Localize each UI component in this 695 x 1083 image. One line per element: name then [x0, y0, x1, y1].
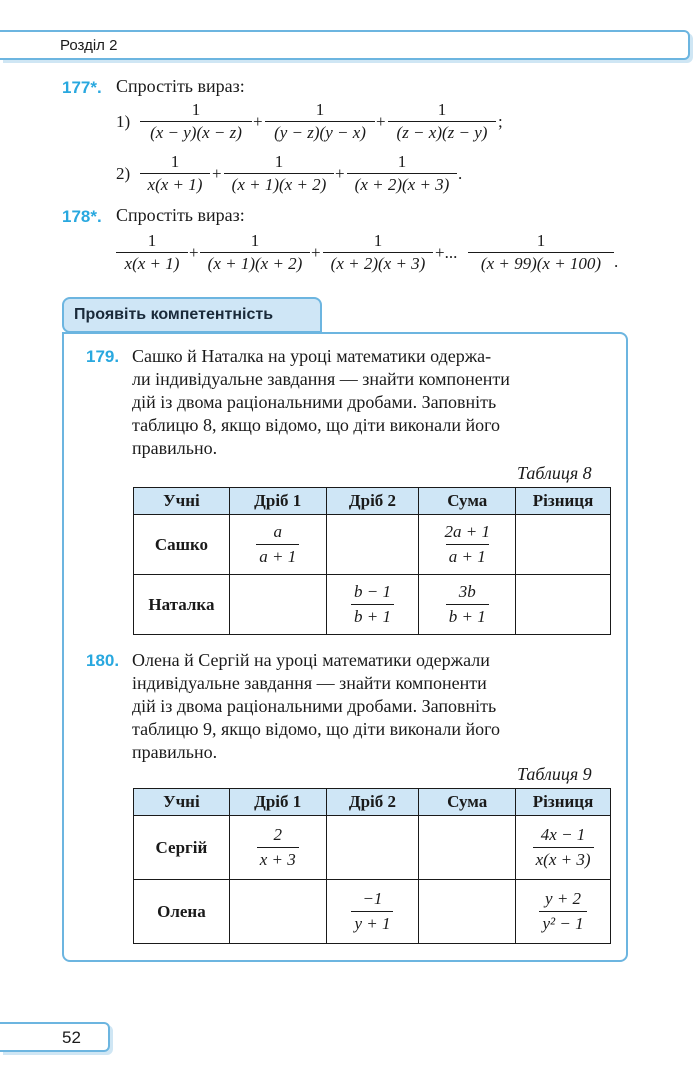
table-header: Дріб 1 — [229, 789, 326, 816]
competence-tab — [62, 297, 322, 333]
ex178-fraction: $\frac{1}{(x + 2)(x + 3)}$ — [323, 230, 433, 275]
cell-fraction-2: $\frac{b - 1}{b + 1}$ — [326, 575, 419, 635]
table-row — [134, 880, 611, 944]
ex177-item1-label: 1) — [116, 112, 131, 131]
ex178-fraction: $\frac{1}{(x + 1)(x + 2)}$ — [200, 230, 310, 275]
table-8 — [133, 487, 611, 635]
ex177-item1-fraction: $\frac{1}{(y - z)(y - x)}$ — [265, 99, 375, 144]
table-row — [134, 816, 611, 880]
table-row — [134, 575, 611, 635]
table-header: Різниця — [516, 488, 611, 515]
cell-fraction-2 — [326, 515, 419, 575]
cell-sum: $\frac{2a + 1}{a + 1}$ — [419, 515, 516, 575]
cell-difference: $\frac{4x - 1}{x(x + 3)}$ — [516, 816, 611, 880]
ex177-item1-fraction: $\frac{1}{(x - y)(x - z)}$ — [140, 99, 252, 144]
cell-fraction-1: $\frac{2}{x + 3}$ — [229, 816, 326, 880]
table-9-caption: Таблиця 9 — [517, 764, 592, 784]
exercise-179-text: Сашко й Наталка на уроці математики одержа- ли індивідуальне завдання — знайти компоненти дій із двома раціональними дробами. Заповніть таблицю 8, якщо відомо, що діти виконали його правильно. — [132, 346, 510, 458]
student-name: Сергій — [134, 816, 230, 880]
table-header: Дріб 2 — [326, 488, 419, 515]
cell-sum: $\frac{3b}{b + 1}$ — [419, 575, 516, 635]
table-header: Дріб 1 — [229, 488, 326, 515]
ex178-fraction: $\frac{1}{(x + 99)(x + 100)}$ — [468, 230, 614, 275]
ex177-item1-fraction: $\frac{1}{(z - x)(z - y)}$ — [388, 99, 496, 144]
exercise-180-number: 180. — [86, 651, 120, 670]
exercise-178-prompt: Спростіть вираз: — [116, 205, 245, 225]
cell-fraction-1: $\frac{a}{a + 1}$ — [229, 515, 326, 575]
page-number-box — [0, 1022, 110, 1052]
cell-sum — [419, 816, 516, 880]
table-header: Сума — [419, 789, 516, 816]
exercise-177-number: 177*. — [62, 78, 102, 97]
table-header: Учні — [134, 789, 230, 816]
ex177-item2-label: 2) — [116, 164, 131, 183]
cell-difference — [516, 515, 611, 575]
table-header: Сума — [419, 488, 516, 515]
ex177-item2-fraction: $\frac{1}{x(x + 1)}$ — [140, 151, 210, 196]
table-9 — [133, 788, 611, 944]
ex177-item2-fraction: $\frac{1}{(x + 1)(x + 2)}$ — [224, 151, 334, 196]
cell-fraction-1 — [229, 575, 326, 635]
student-name: Олена — [134, 880, 230, 944]
cell-sum — [419, 880, 516, 944]
student-name: Наталка — [134, 575, 230, 635]
exercise-180-text: Олена й Сергій на уроці математики одержали індивідуальне завдання — знайти компоненти дій із двома раціональними дробами. Заповніть таблицю 9, якщо відомо, що діти виконали його правильно. — [132, 650, 501, 762]
competence-title: Проявіть компетентність — [74, 306, 274, 323]
cell-fraction-2: $\frac{-1}{y + 1}$ — [326, 880, 419, 944]
ex177-item2-fraction: $\frac{1}{(x + 2)(x + 3)}$ — [347, 151, 457, 196]
page-number: 52 — [62, 1028, 81, 1047]
table-row — [134, 515, 611, 575]
table-header: Дріб 2 — [326, 789, 419, 816]
chapter-title: Розділ 2 — [60, 37, 118, 54]
table-8-caption: Таблиця 8 — [517, 463, 592, 483]
student-name: Сашко — [134, 515, 230, 575]
exercise-177-prompt: Спростіть вираз: — [116, 76, 245, 96]
ex178-fraction: $\frac{1}{x(x + 1)}$ — [116, 230, 188, 275]
cell-difference: $\frac{y + 2}{\text{y² − 1}}$ — [516, 880, 611, 944]
cell-fraction-1 — [229, 880, 326, 944]
table-header: Учні — [134, 488, 230, 515]
cell-difference — [516, 575, 611, 635]
exercise-179-number: 179. — [86, 347, 120, 366]
exercise-178-number: 178*. — [62, 207, 102, 226]
table-header: Різниця — [516, 789, 611, 816]
chapter-header — [0, 30, 690, 60]
cell-fraction-2 — [326, 816, 419, 880]
